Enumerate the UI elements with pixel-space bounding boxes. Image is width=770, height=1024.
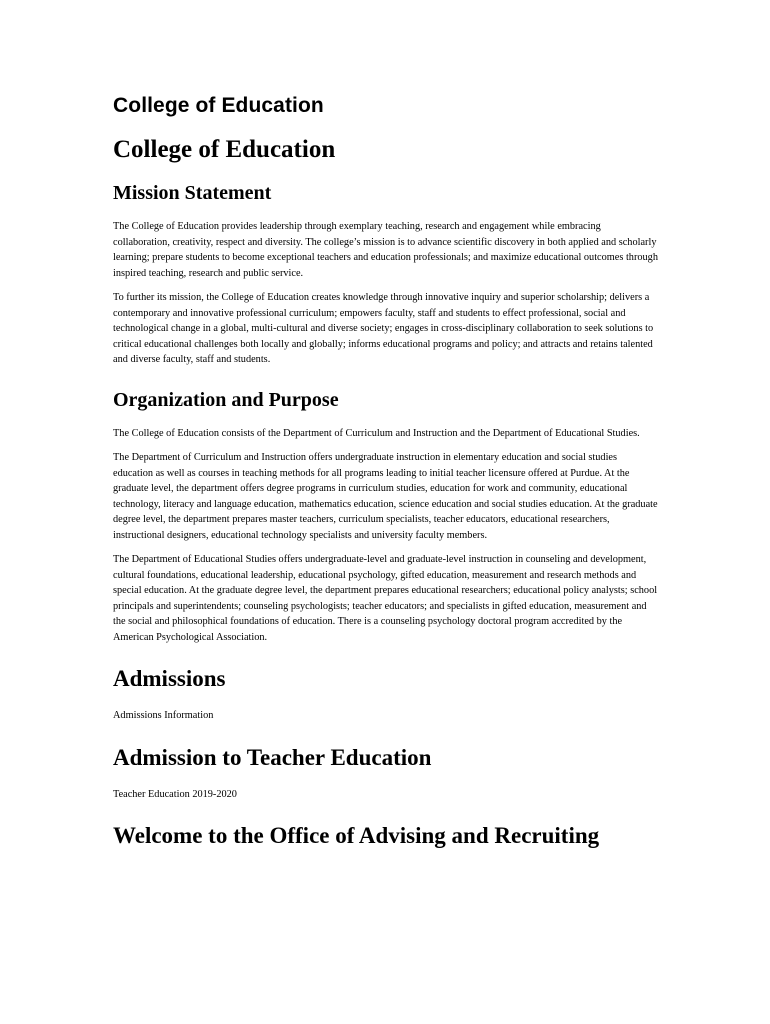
document-title: College of Education [113,94,324,117]
organization-heading: Organization and Purpose [113,388,339,411]
teacher-education-heading: Admission to Teacher Education [113,744,432,770]
admissions-link[interactable]: Admissions Information [113,710,214,721]
mission-heading: Mission Statement [113,182,272,204]
organization-paragraph-3: The Department of Educational Studies offers undergraduate-level and graduate-level instruction in counseling and development, cultural foundations, educational leadership, educational psychology, gifted education, measurement and research methods and special education. At the graduate degree level, the department prepares educational researchers; educational policy analysts; school principals and superintendents; counseling psychologists; teacher educators; and specialists in gifted education, measurement and the social and philosophical foundations of education. There is a counseling psychology doctoral program accredited by the American Psychological Association. [113,554,658,643]
organization-paragraph-1: The College of Education consists of the Department of Curriculum and Instruction and the Department of Educational Studies. [113,427,640,439]
document-page [113,88,659,865]
page-heading: College of Education [113,136,336,163]
mission-paragraph-2: To further its mission, the College of Education creates knowledge through innovative inquiry and superior scholarship; delivers a contemporary and innovative professional curriculum; empowers faculty, staff and students to effect professional, social and technological change in a global, multi-cultural and diverse society; engages in cross-disciplinary collaboration to seek solutions to critical educational challenges both locally and globally; informs educational programs and policy; and attracts and retains talented and diverse faculty, staff and students. [113,292,654,365]
teacher-education-link[interactable]: Teacher Education 2019-2020 [113,788,237,800]
admissions-heading: Admissions [113,666,226,691]
advising-heading: Welcome to the Office of Advising and Recruiting [113,823,600,848]
mission-paragraph-1: The College of Education provides leadership through exemplary teaching, research and engagement while embracing collaboration, creativity, respect and diversity. The college’s mission is to advance scientific discovery in both applied and scholarly learning; prepare students to become exceptional teachers and education professionals; and maximize educational outcomes through inspired teaching, research and public service. [113,221,658,279]
organization-paragraph-2: The Department of Curriculum and Instruction offers undergraduate instruction in elementary education and social studies education as well as courses in teaching methods for all programs leading to initial teacher licensure offered at Purdue. At the graduate level, the department offers degree programs in curriculum studies, education for work and community, educational technology, literacy and language education, mathematics education, science education and social studies education. At the graduate degree level, the department prepares master teachers, curriculum specialists, teacher educators, educational researchers, instructional designers, educational technology specialists and university faculty members. [113,452,658,541]
